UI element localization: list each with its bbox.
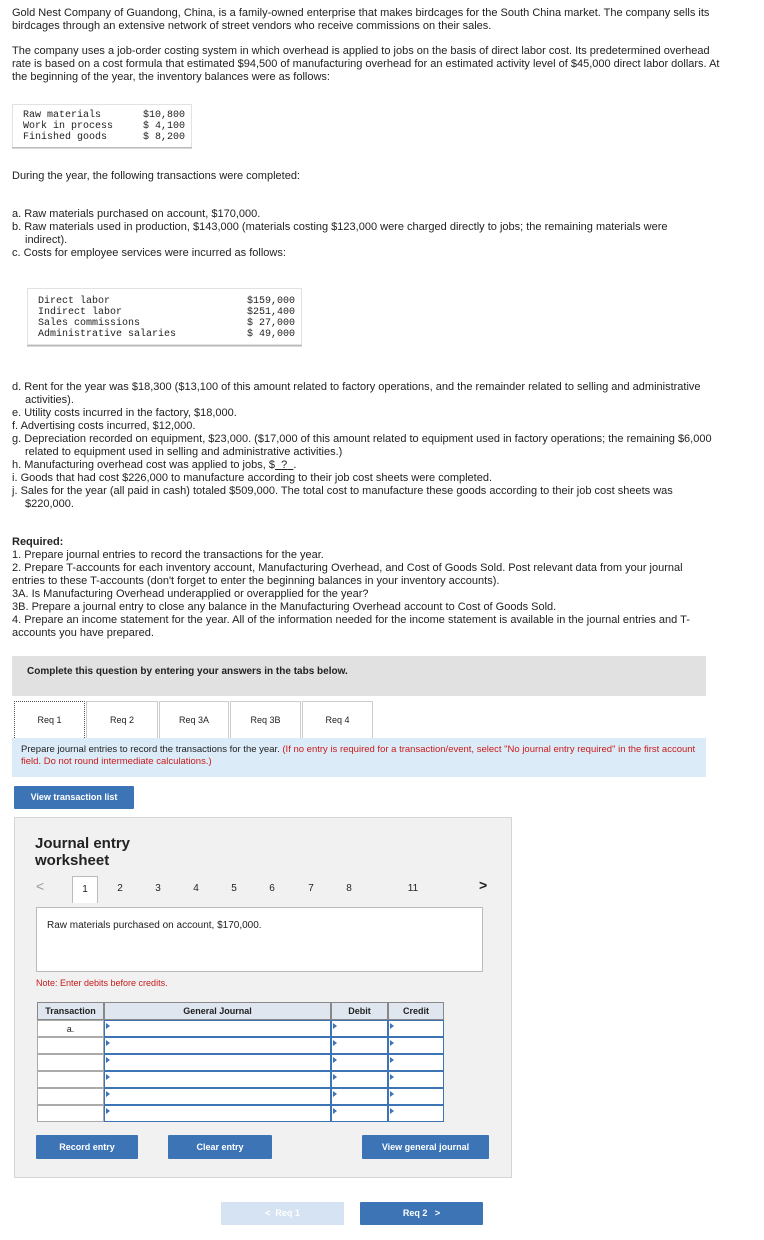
account-input[interactable] [104, 1088, 331, 1105]
banner-text: Complete this question by entering your answers in the tabs below. [27, 666, 348, 677]
transaction-h: h. Manufacturing overhead cost was applied to jobs, $ ? . [12, 459, 297, 471]
account-input[interactable] [104, 1054, 331, 1071]
required-item-2: 2. Prepare T-accounts for each inventory account, Manufacturing Overhead, and Cost of Goods Sold. Post relevant data from your journal entries to these T-accounts (don't forget to enter the beginning balances in your inventory accounts). [12, 562, 683, 587]
employee-costs-table [27, 288, 302, 345]
transaction-cell [37, 1105, 104, 1122]
transaction-g: g. Depreciation recorded on equipment, $23,000. ($17,000 of this amount related to equipment used in factory operations; the remaining $6,000 related to equipment used in selling and administrative activities.) [12, 433, 712, 458]
credit-input[interactable] [388, 1054, 444, 1071]
page-5[interactable]: 5 [231, 883, 237, 894]
worksheet-title: Journal entry worksheet [35, 835, 131, 869]
tab-req-4[interactable]: Req 4 [302, 701, 373, 738]
inventory-label-fg: Finished goods [23, 132, 108, 143]
employee-value-il: $251,400 [247, 307, 296, 318]
page-2[interactable]: 2 [117, 883, 123, 894]
next-req-button[interactable] [360, 1202, 483, 1225]
transaction-j: j. Sales for the year (all paid in cash) totaled $509,000. The total cost to manufacture these goods according to their job cost sheets was $220,000. [12, 485, 673, 510]
transaction-description: Raw materials purchased on account, $170,000. [47, 920, 262, 931]
col-credit: Credit [388, 1002, 444, 1020]
transactions-intro: During the year, the following transactions were completed: [12, 170, 300, 182]
next-req-label: Req 2 [402, 1208, 428, 1218]
required-item-3b: 3B. Prepare a journal entry to close any balance in the Manufacturing Overhead account to Cost of Goods Sold. [12, 601, 557, 613]
required-heading: Required: [12, 536, 64, 548]
transactions-list-dj [12, 381, 712, 511]
debit-input[interactable] [331, 1088, 388, 1105]
employee-value-dl: $159,000 [247, 296, 296, 307]
account-input[interactable] [104, 1037, 331, 1054]
tab-req-3b[interactable]: Req 3B [230, 701, 301, 738]
tab-req-2[interactable]: Req 2 [86, 701, 158, 738]
required-section [12, 536, 712, 640]
account-input[interactable] [104, 1020, 331, 1037]
inventory-value-wip: $ 4,100 [143, 121, 186, 132]
view-transaction-list-button[interactable]: View transaction list [14, 786, 134, 809]
intro-paragraph-1: Gold Nest Company of Guandong, China, is a family-owned enterprise that makes birdcages for the South China market. The company sells its birdcages through an extensive network of street vendors who receive commissions on their sales. [12, 7, 710, 32]
account-input[interactable] [104, 1071, 331, 1088]
transaction-cell: a. [37, 1020, 104, 1037]
inventory-label-wip: Work in process [23, 121, 114, 132]
inventory-table-bottom-bar [12, 147, 192, 149]
transaction-i: i. Goods that had cost $226,000 to manufacture according to their job cost sheets were completed. [12, 472, 493, 484]
transaction-cell [37, 1037, 104, 1054]
page-4[interactable]: 4 [193, 883, 199, 894]
transaction-cell [37, 1088, 104, 1105]
journal-worksheet-panel [14, 817, 512, 1178]
inventory-label-raw: Raw materials [23, 110, 102, 121]
required-item-4: 4. Prepare an income statement for the year. All of the information needed for the income statement is available in the journal entries and T-accounts you have prepared. [12, 614, 690, 639]
next-page-icon[interactable]: > [479, 877, 488, 893]
inventory-table [12, 104, 192, 148]
tab-req-1[interactable]: Req 1 [14, 701, 85, 738]
required-item-3a: 3A. Is Manufacturing Overhead underapplied or overapplied for the year? [12, 588, 369, 600]
view-general-journal-button[interactable]: View general journal [362, 1135, 489, 1159]
credit-input[interactable] [388, 1088, 444, 1105]
chevron-left-icon: < [265, 1208, 271, 1218]
transaction-f: f. Advertising costs incurred, $12,000. [12, 420, 196, 432]
clear-entry-button[interactable]: Clear entry [168, 1135, 272, 1159]
employee-label-sc: Sales commissions [38, 318, 141, 329]
employee-label-as: Administrative salaries [38, 329, 177, 340]
debit-input[interactable] [331, 1037, 388, 1054]
page-8[interactable]: 8 [346, 883, 352, 894]
employee-table-bottom-bar [27, 345, 302, 347]
intro-paragraph-2: The company uses a job-order costing system in which overhead is applied to jobs on the basis of direct labor cost. Its predetermined overhead rate is based on a cost formula that estimated $94,500 of manufacturing overhead for an estimated activity level of $45,000 direct labor dollars. At the beginning of the year, the inventory balances were as follows: [12, 45, 720, 83]
page-6[interactable]: 6 [269, 883, 275, 894]
col-debit: Debit [331, 1002, 388, 1020]
credit-input[interactable] [388, 1020, 444, 1037]
account-input[interactable] [104, 1105, 331, 1122]
page-7[interactable]: 7 [308, 883, 314, 894]
record-entry-button[interactable]: Record entry [36, 1135, 138, 1159]
instructions-banner [12, 656, 706, 696]
debits-before-credits-note: Note: Enter debits before credits. [36, 978, 168, 988]
prev-page-icon[interactable]: < [36, 878, 45, 894]
col-transaction: Transaction [37, 1002, 104, 1020]
credit-input[interactable] [388, 1037, 444, 1054]
inventory-value-fg: $ 8,200 [143, 132, 186, 143]
transaction-a: a. Raw materials purchased on account, $170,000. [12, 208, 261, 220]
debit-input[interactable] [331, 1105, 388, 1122]
inventory-value-raw: $10,800 [143, 110, 186, 121]
employee-label-dl: Direct labor [38, 296, 111, 307]
chevron-right-icon: > [434, 1208, 441, 1218]
page-11[interactable]: 11 [407, 883, 419, 894]
col-general-journal: General Journal [104, 1002, 331, 1020]
instruction-note: (If no entry is required for a transaction/event, select "No journal entry required" in the first account field. Do not round intermediate calculations.) [21, 744, 696, 767]
debit-input[interactable] [331, 1054, 388, 1071]
page-3[interactable]: 3 [155, 883, 161, 894]
employee-value-sc: $ 27,000 [247, 318, 296, 329]
prev-req-label: Req 1 [275, 1208, 300, 1218]
transaction-d: d. Rent for the year was $18,300 ($13,100 of this amount related to factory operations, and the remainder related to selling and administrative activities). [12, 381, 701, 406]
transaction-cell [37, 1071, 104, 1088]
instruction-main: Prepare journal entries to record the transactions for the year. [21, 744, 280, 755]
transactions-list-ac [12, 208, 702, 260]
employee-value-as: $ 49,000 [247, 329, 296, 340]
transaction-cell [37, 1054, 104, 1071]
transaction-e: e. Utility costs incurred in the factory, $18,000. [12, 407, 237, 419]
tab-req-3a[interactable]: Req 3A [159, 701, 229, 738]
prev-req-button[interactable] [221, 1202, 344, 1225]
page-1[interactable]: 1 [72, 876, 98, 903]
transaction-description-box [36, 907, 483, 972]
credit-input[interactable] [388, 1071, 444, 1088]
instruction-bar [12, 738, 706, 777]
credit-input[interactable] [388, 1105, 444, 1122]
transaction-c: c. Costs for employee services were incurred as follows: [12, 247, 286, 259]
debit-input[interactable] [331, 1071, 388, 1088]
employee-label-il: Indirect labor [38, 307, 123, 318]
transaction-b: b. Raw materials used in production, $143,000 (materials costing $123,000 were charged directly to jobs; the remaining materials were indirect). [12, 221, 668, 246]
required-item-1: 1. Prepare journal entries to record the transactions for the year. [12, 549, 324, 561]
debit-input[interactable] [331, 1020, 388, 1037]
